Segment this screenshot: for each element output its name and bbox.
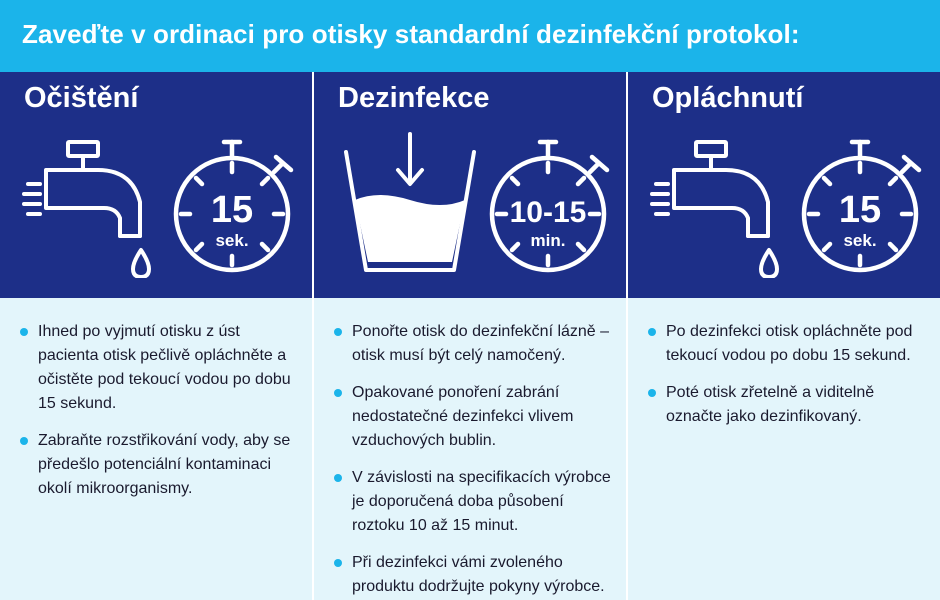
panel-disinfection-text [314, 298, 626, 600]
timer-number: 15 [210, 189, 254, 231]
page-title: Zaveďte v ordinaci pro otisky standardní dezinfekční protokol: [22, 19, 800, 49]
immersion-bath-icon [338, 128, 478, 276]
panel-rinsing-text [628, 298, 940, 600]
stopwatch-icon [798, 132, 932, 280]
panel-disinfection [314, 72, 626, 298]
list-item: Opakované ponoření zabrání nedostatečné dezinfekci vlivem vzduchových bublin. [332, 381, 616, 453]
faucet-icon [646, 138, 786, 278]
panel-rinsing [628, 72, 940, 298]
list-item: Po dezinfekci otisk opláchněte pod tekoucí vodou po dobu 15 sekund. [646, 320, 930, 368]
timer-unit: sek. [843, 231, 877, 250]
header-banner [0, 0, 940, 72]
timer-unit: min. [530, 231, 566, 250]
timer-number: 10-15 [509, 196, 587, 229]
bullet-list-disinfection [332, 320, 616, 600]
list-item: V závislosti na specifikacích výrobce je doporučená doba působení roztoku 10 až 15 minut. [332, 466, 616, 538]
panel-cleaning [0, 72, 312, 298]
panel-cleaning-text [0, 298, 312, 600]
panel-heading-cleaning: Očištění [24, 82, 139, 114]
list-item: Ponořte otisk do dezinfekční lázně – otisk musí být celý namočený. [332, 320, 616, 368]
timer-number: 15 [838, 189, 882, 231]
list-item: Zabraňte rozstřikování vody, aby se předešlo potenciální kontaminaci okolí mikroorganismy. [18, 429, 302, 501]
list-item: Poté otisk zřetelně a viditelně označte jako dezinfikovaný. [646, 381, 930, 429]
bullet-list-cleaning [18, 320, 302, 514]
panel-heading-rinsing: Opláchnutí [652, 82, 804, 114]
bullet-list-rinsing [646, 320, 930, 442]
list-item: Při dezinfekci vámi zvoleného produktu dodržujte pokyny výrobce. [332, 551, 616, 599]
stopwatch-icon [170, 132, 304, 280]
list-item: Ihned po vyjmutí otisku z úst pacienta otisk pečlivě opláchněte a očistěte pod tekoucí vodou po dobu 15 sekund. [18, 320, 302, 416]
timer-unit: sek. [215, 231, 249, 250]
panel-heading-disinfection: Dezinfekce [338, 82, 490, 114]
faucet-icon [18, 138, 158, 278]
stopwatch-icon [486, 132, 620, 280]
